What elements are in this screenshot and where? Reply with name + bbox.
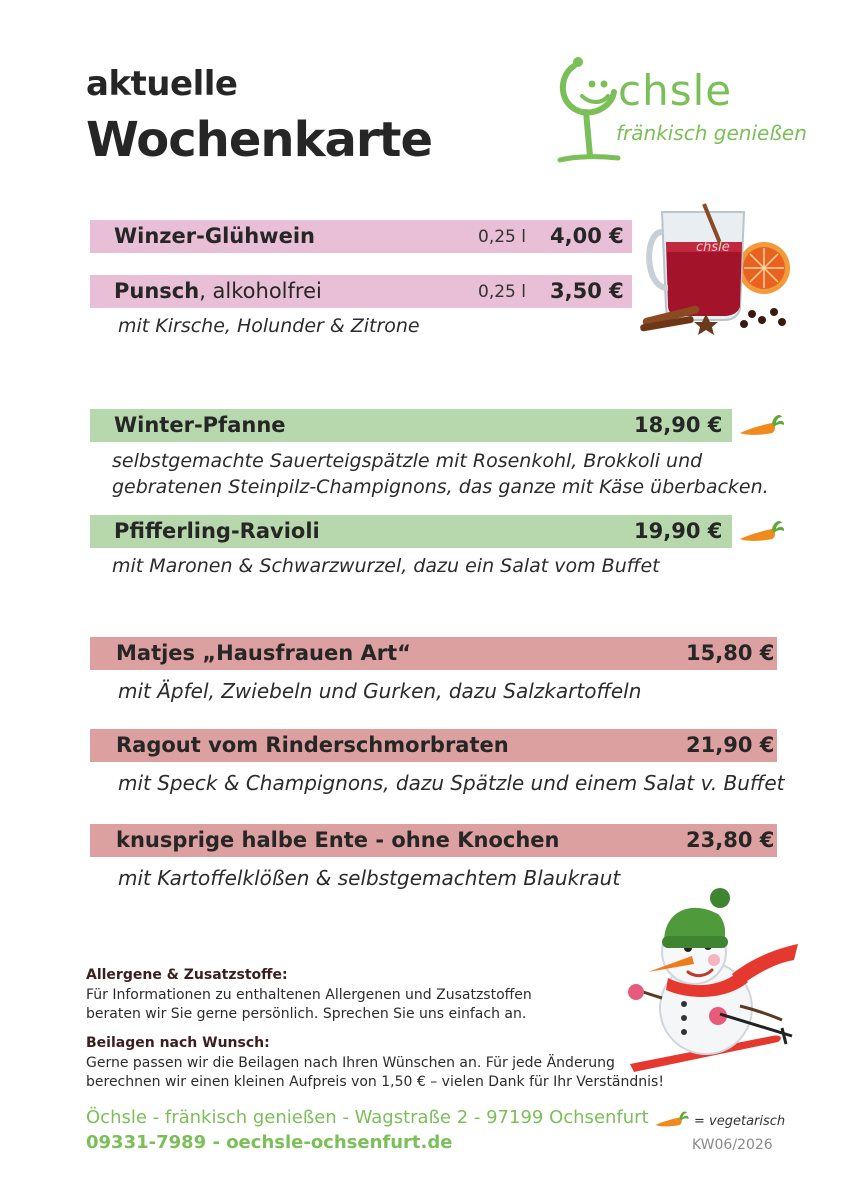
item-price: 15,80 € (686, 641, 775, 665)
item-name: Pfifferling-Ravioli (114, 519, 320, 543)
item-description: mit Maronen & Schwarzwurzel, dazu ein Salat vom Buffet (112, 555, 660, 577)
menu-item-ragout (90, 729, 777, 762)
item-price: 21,90 € (686, 733, 775, 757)
allergens-title (86, 966, 288, 985)
allergens-title-text: Allergene & Zusatzstoffe: (86, 967, 288, 983)
item-name: knusprige halbe Ente - ohne Knochen (116, 828, 560, 852)
footer-address: Öchsle - fränkisch genießen - Wagstraße 2 - 97199 Ochsenfurt (86, 1107, 649, 1128)
vegetarian-legend: = vegetarisch (694, 1114, 786, 1129)
menu-item-pfifferling-ravioli (90, 515, 732, 548)
drinks-note: mit Kirsche, Holunder & Zitrone (118, 315, 420, 337)
item-description: mit Kartoffelklößen & selbstgemachtem Blaukraut (118, 866, 621, 890)
menu-item-ente (90, 824, 777, 857)
carrot-icon (738, 517, 786, 545)
menu-item-winter-pfanne (90, 409, 732, 442)
item-name: Matjes „Hausfrauen Art“ (116, 641, 411, 665)
item-price: 23,80 € (686, 828, 775, 852)
mug-logo-text: chsle (696, 240, 730, 255)
item-volume: 0,25 l (478, 282, 526, 302)
item-name-suffix: , alkoholfrei (199, 279, 322, 303)
item-volume: 0,25 l (478, 227, 526, 247)
allergens-text: beraten wir Sie gerne persönlich. Sprechen Sie uns einfach an. (86, 1006, 527, 1022)
item-name: Winter-Pfanne (114, 413, 286, 437)
item-description: mit Äpfel, Zwiebeln und Gurken, dazu Salzkartoffeln (118, 679, 642, 703)
sides-title (86, 1034, 270, 1053)
item-name: Ragout vom Rinderschmorbraten (116, 733, 509, 757)
menu-item-gluehwein (90, 220, 632, 253)
item-price: 18,90 € (634, 413, 723, 437)
item-description: gebratenen Steinpilz-Champignons, das ganze mit Käse überbacken. (112, 476, 769, 498)
item-description: mit Speck & Champignons, dazu Spätzle und einem Salat v. Buffet (118, 771, 785, 795)
sides-title-text: Beilagen nach Wunsch: (86, 1035, 270, 1051)
item-price: 3,50 € (550, 279, 624, 303)
carrot-icon (654, 1108, 690, 1130)
item-price: 19,90 € (634, 519, 723, 543)
item-name: Winzer-Glühwein (114, 224, 315, 248)
item-name-main: Punsch (114, 279, 200, 303)
sides-text: berechnen wir einen kleinen Aufpreis von 1,50 € – vielen Dank für Ihr Verständnis! (86, 1074, 664, 1090)
calendar-week: KW06/2026 (692, 1137, 773, 1153)
item-price: 4,00 € (550, 224, 624, 248)
logo-name: chsle (618, 66, 733, 115)
mulled-wine-mug-icon (640, 196, 792, 336)
item-description: selbstgemachte Sauerteigspätzle mit Rosenkohl, Brokkoli und (112, 450, 703, 472)
sides-text: Gerne passen wir die Beilagen nach Ihren Wünschen an. Für jede Änderung (86, 1055, 615, 1071)
menu-item-punsch (90, 275, 632, 308)
page-title: Wochenkarte (86, 112, 433, 168)
subtitle: aktuelle (86, 64, 238, 104)
logo-tagline: fränkisch genießen (616, 121, 807, 145)
menu-item-matjes (90, 637, 777, 670)
item-name (114, 279, 322, 303)
carrot-icon (738, 411, 786, 439)
skiing-snowman-icon (622, 886, 802, 1076)
allergens-text: Für Informationen zu enthaltenen Allergenen und Zusatzstoffen (86, 987, 532, 1003)
footer-contact[interactable]: 09331-7989 - oechsle-ochsenfurt.de (86, 1132, 453, 1153)
